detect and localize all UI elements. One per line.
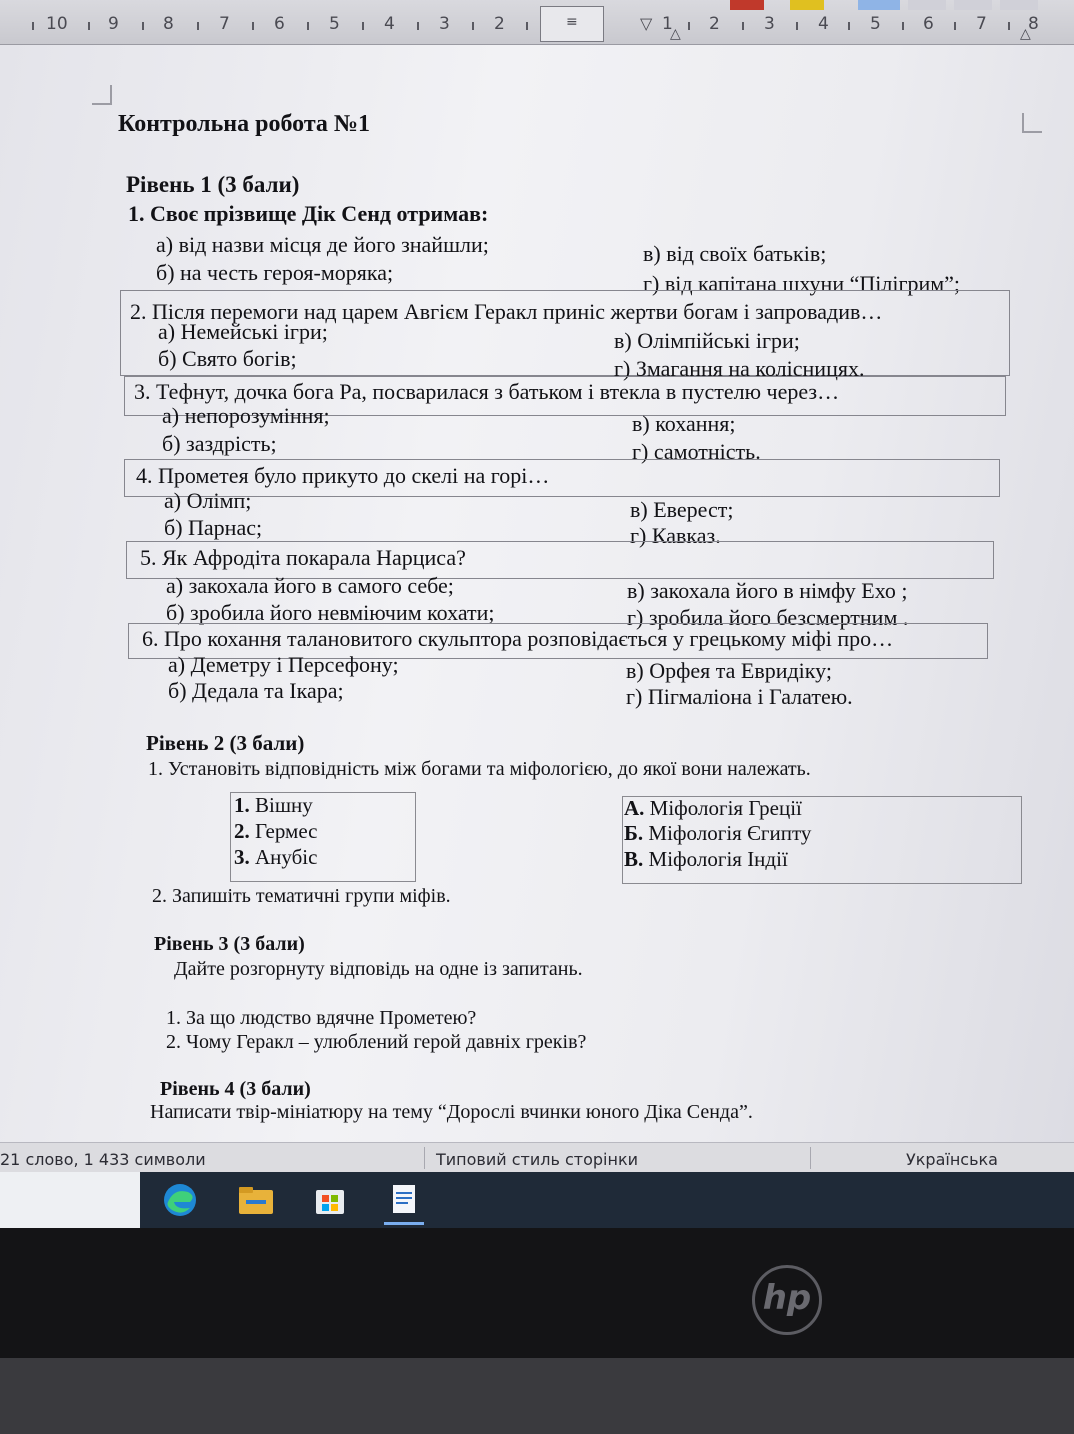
answer-6d: г) Пігмаліона і Галатею. (626, 684, 853, 709)
level3-heading: Рівень 3 (3 бали) (154, 933, 305, 955)
answer-1d: г) від капітана шхуни “Пілігрим”; (643, 271, 961, 296)
mythology-item: Б. Міфологія Єгипту (624, 821, 812, 845)
answer-5c: в) закохала його в німфу Ехо ; (627, 578, 908, 603)
ruler-number: 1 (662, 14, 673, 34)
mythology-item: А. Міфологія Греції (624, 796, 802, 820)
ruler-number: 5 (870, 14, 881, 34)
file-explorer-icon[interactable] (236, 1182, 276, 1218)
ruler-number: 8 (163, 14, 174, 34)
question-1: 1. Своє прізвище Дік Сенд отримав: (128, 201, 489, 226)
taskbar-search-area[interactable] (0, 1172, 140, 1228)
answer-6a: а) Деметру і Персефону; (168, 652, 399, 677)
level3-intro: Дайте розгорнуту відповідь на одне із запитань. (174, 958, 583, 980)
ruler-number: 7 (219, 14, 230, 34)
level3-question-2: 2. Чому Геракл – улюблений герой давніх греків? (166, 1031, 587, 1053)
level4-heading: Рівень 4 (3 бали) (160, 1078, 311, 1100)
answer-4a: а) Олімп; (164, 488, 252, 513)
ruler-number: 2 (494, 14, 505, 34)
answer-1a: а) від назви місця де його знайшли; (156, 232, 489, 257)
microsoft-store-icon[interactable] (310, 1182, 350, 1218)
god-item: 2. Гермес (234, 819, 318, 843)
answer-6c: в) Орфея та Евридіку; (626, 658, 832, 683)
ruler-number: 3 (764, 14, 775, 34)
horizontal-ruler[interactable] (0, 0, 1074, 45)
font-color-swatch[interactable] (730, 0, 764, 10)
status-bar (0, 1142, 1074, 1173)
level2-task-2: 2. Запишіть тематичні групи міфів. (152, 885, 451, 907)
level1-heading: Рівень 1 (3 бали) (126, 172, 300, 197)
ruler-number: 5 (329, 14, 340, 34)
hp-logo: hp (752, 1265, 822, 1335)
ruler-number: 6 (923, 14, 934, 34)
answer-1b: б) на честь героя-моряка; (156, 260, 394, 285)
highlight-color-swatch[interactable] (790, 0, 824, 10)
answer-4b: б) Парнас; (164, 515, 263, 540)
answer-3a: а) непорозуміння; (162, 403, 330, 428)
page-style[interactable]: Типовий стиль сторінки (436, 1150, 639, 1169)
edge-icon[interactable] (160, 1182, 200, 1218)
justify-button[interactable] (1000, 0, 1038, 10)
question-3: 3. Тефнут, дочка бога Ра, посварилася з батьком і втекла в пустелю через… (134, 379, 840, 404)
answer-5b: б) зробила його невміючим кохати; (166, 600, 495, 625)
ruler-number: 10 (46, 14, 68, 34)
language[interactable]: Українська (906, 1150, 998, 1169)
answer-3b: б) заздрість; (162, 431, 277, 456)
mythology-item: В. Міфологія Індії (624, 847, 788, 871)
writer-document-icon[interactable] (384, 1182, 424, 1218)
answer-3c: в) кохання; (632, 411, 736, 436)
ruler-number: 2 (709, 14, 720, 34)
ruler-number: 7 (976, 14, 987, 34)
question-6: 6. Про кохання талановитого скульптора розповідається у грецькому міфі про… (142, 626, 894, 651)
first-line-indent-icon[interactable]: ▽ (640, 14, 653, 33)
god-item: 3. Анубіс (234, 845, 318, 869)
level3-question-1: 1. За що людство вдячне Прометею? (166, 1007, 477, 1029)
answer-4d: г) Кавказ. (630, 523, 721, 548)
word-count[interactable]: 21 слово, 1 433 символи (0, 1150, 206, 1169)
ruler-number: 8 (1028, 14, 1039, 34)
answer-2a: а) Немейські ігри; (158, 319, 328, 344)
ruler-number: 9 (108, 14, 119, 34)
question-4: 4. Прометея було прикуто до скелі на горі… (136, 463, 550, 488)
answer-1c: в) від своїх батьків; (643, 241, 827, 266)
level2-heading: Рівень 2 (3 бали) (146, 731, 305, 755)
align-left-button[interactable] (858, 0, 900, 10)
ruler-number: 6 (274, 14, 285, 34)
left-indent-icon[interactable]: △ (670, 26, 681, 42)
answer-3d: г) самотність. (632, 439, 761, 464)
answer-2b: б) Свято богів; (158, 346, 297, 371)
level4-task: Написати твір-мініатюру на тему “Дорослі вчинки юного Діка Сенда”. (150, 1101, 753, 1123)
taskbar (0, 1172, 1074, 1228)
answer-6b: б) Дедала та Ікара; (168, 678, 344, 703)
ruler-number: 4 (384, 14, 395, 34)
question-5: 5. Як Афродіта покарала Нарциса? (140, 545, 466, 570)
document-content[interactable] (0, 45, 1074, 1142)
answer-2d: г) Змагання на колісницях. (614, 356, 865, 381)
answer-4c: в) Еверест; (630, 497, 734, 522)
question-2: 2. Після перемоги над царем Авгієм Геракл приніс жертви богам і запровадив… (130, 299, 883, 324)
ruler-number: 4 (818, 14, 829, 34)
ruler-tab-icon[interactable]: ≡ (566, 14, 578, 30)
answer-5a: а) закохала його в самого себе; (166, 573, 454, 598)
level2-task-1: 1. Установіть відповідність між богами та міфологією, до якої вони належать. (148, 758, 811, 780)
document-title: Контрольна робота №1 (118, 111, 371, 137)
align-right-button[interactable] (954, 0, 992, 10)
align-center-button[interactable] (908, 0, 946, 10)
god-item: 1. Вішну (234, 793, 313, 817)
document-page[interactable] (0, 45, 1074, 1142)
answer-2c: в) Олімпійські ігри; (614, 328, 800, 353)
ruler-number: 3 (439, 14, 450, 34)
right-indent-icon[interactable]: △ (1020, 26, 1031, 42)
laptop-base (0, 1358, 1074, 1434)
answer-5d: г) зробила його безсмертним . (627, 605, 909, 630)
